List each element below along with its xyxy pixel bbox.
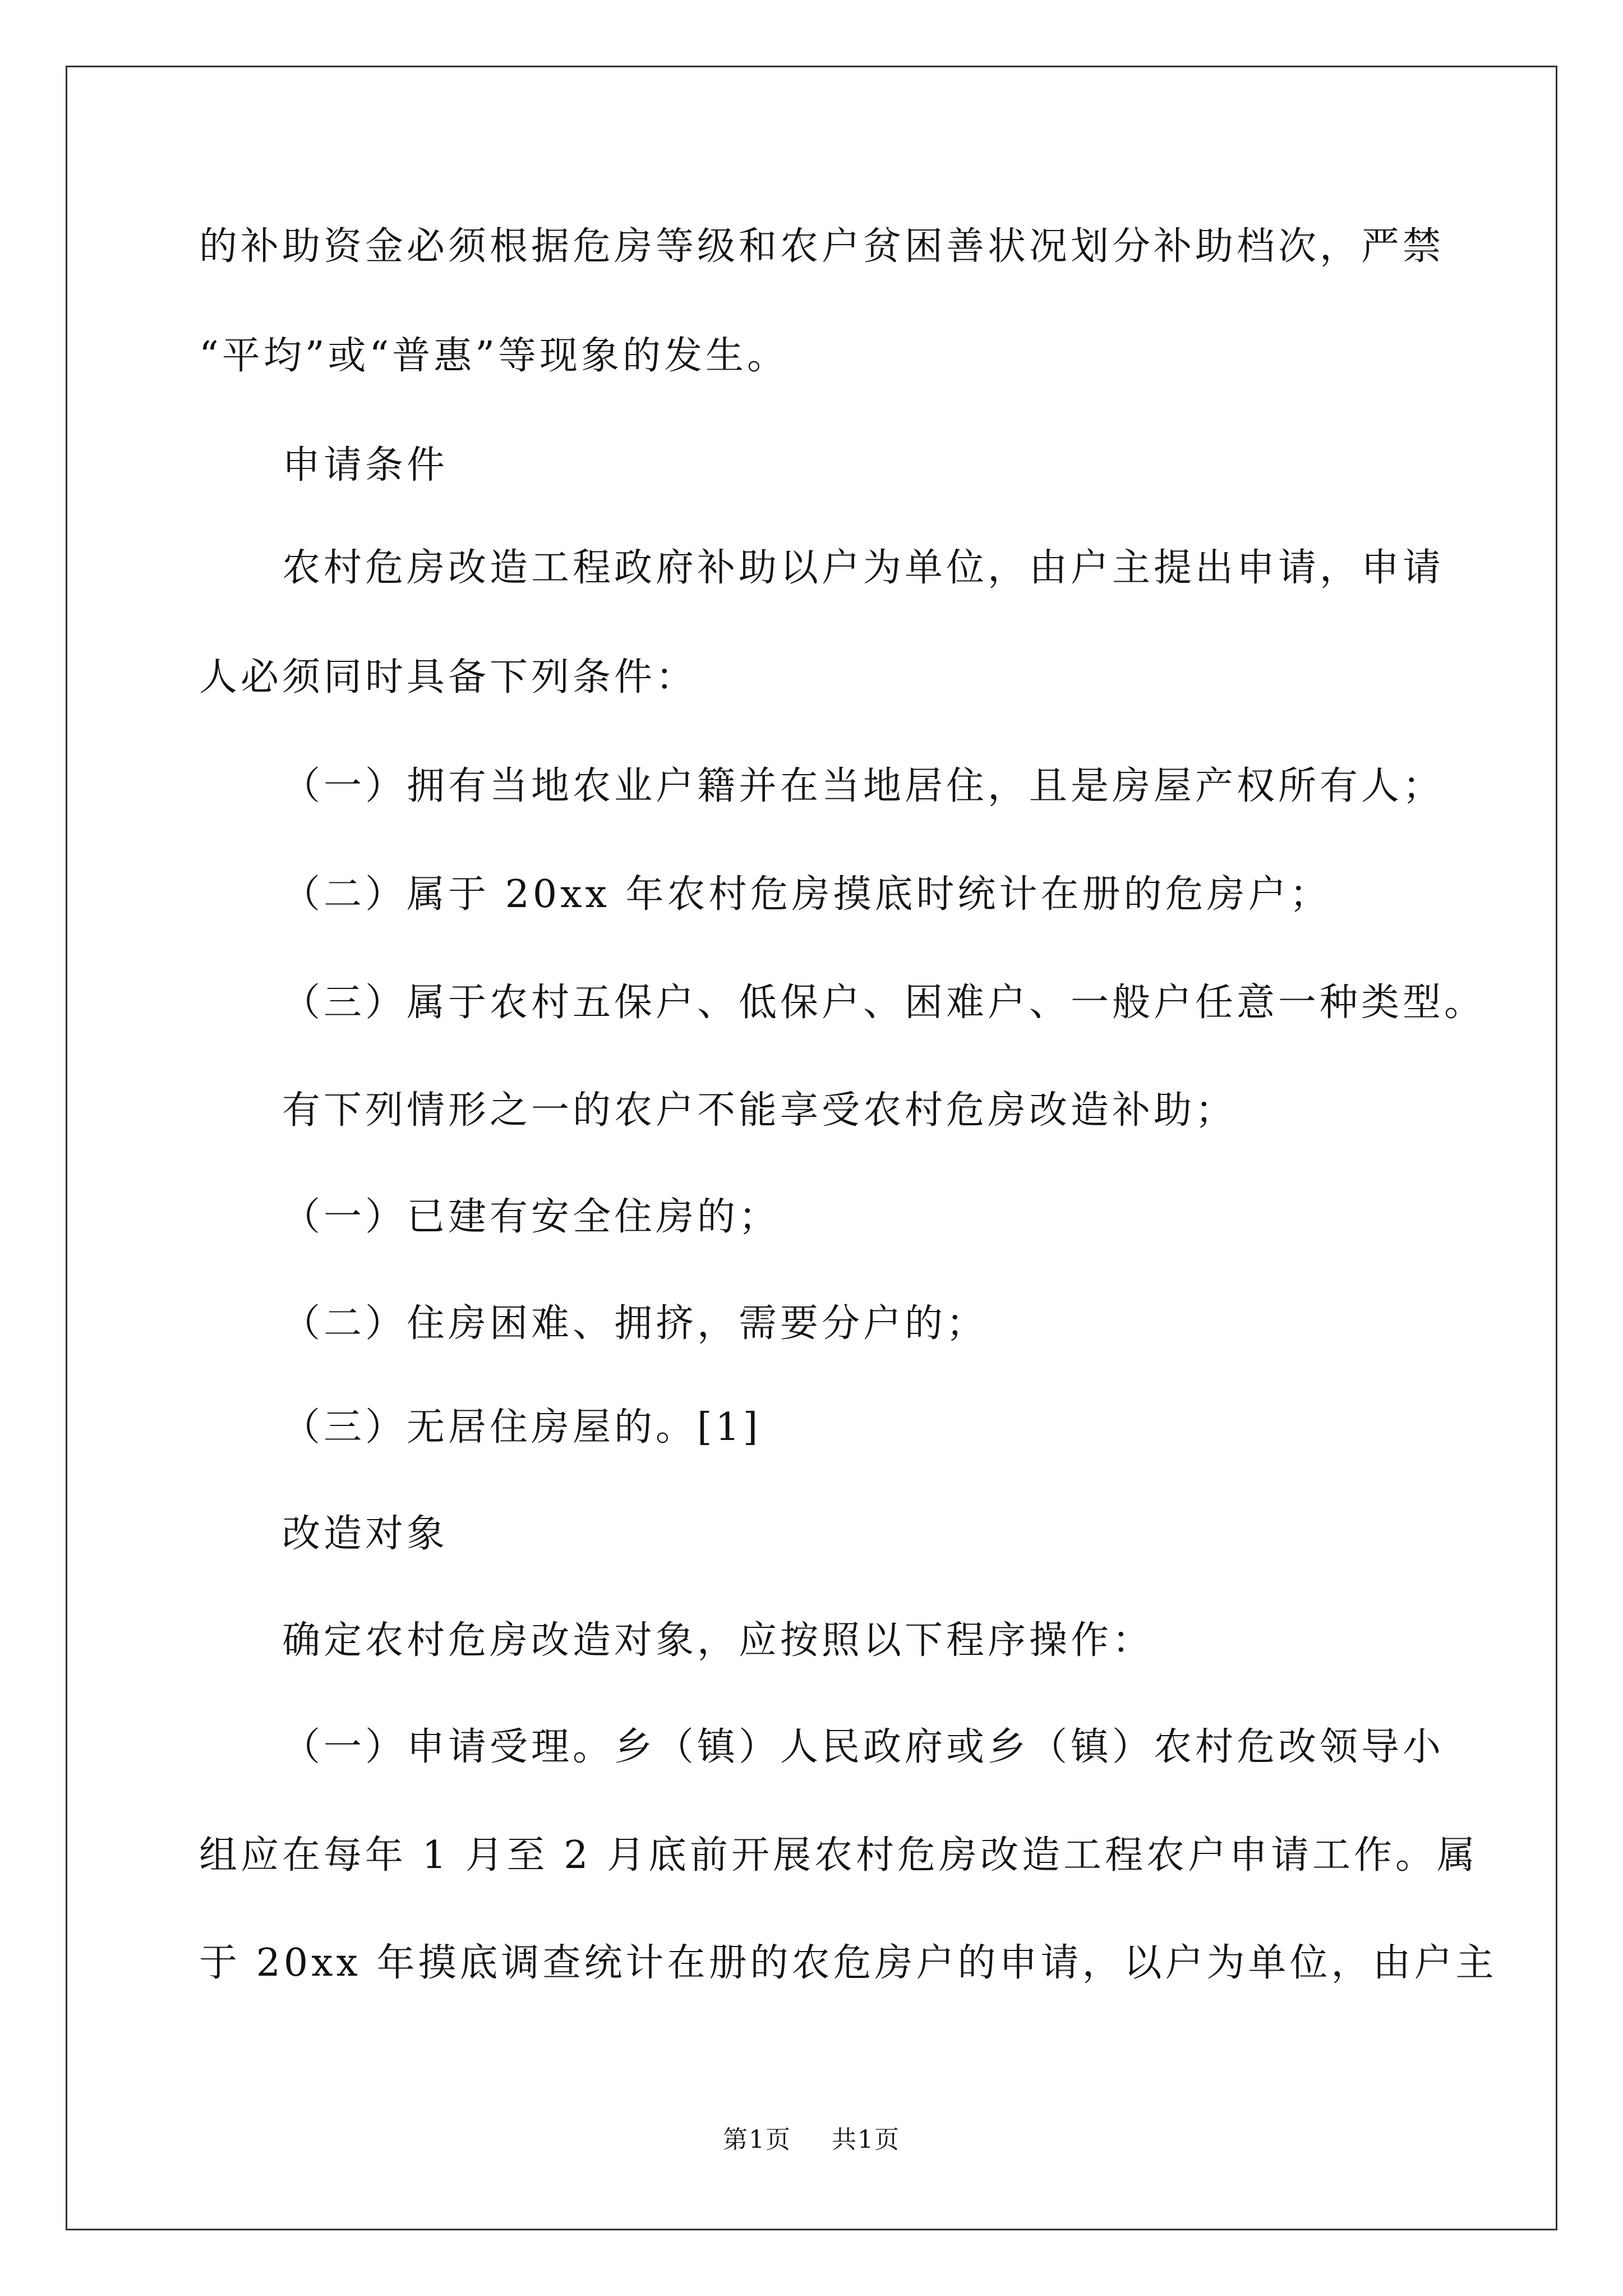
paragraph-line: 的补助资金必须根据危房等级和农户贫困善状况划分补助档次，严禁 [199,224,1445,269]
list-item: （三）无居住房屋的。[1] [282,1405,762,1450]
paragraph-line: 有下列情形之一的农户不能享受农村危房改造补助； [282,1088,1237,1133]
paragraph-line: “平均”或“普惠”等现象的发生。 [199,334,789,378]
page-footer [0,2123,1623,2157]
list-item: （一）已建有安全住房的； [282,1195,781,1239]
paragraph-line: 于 20xx 年摸底调查统计在册的农危房户的申请，以户为单位，由户主 [199,1941,1497,1985]
list-item: （二）住房困难、拥挤，需要分户的； [282,1301,988,1346]
page-border [66,66,1557,2230]
list-item: （三）属于农村五保户、低保户、困难户、一般户任意一种类型。 [282,981,1486,1025]
section-heading: 申请条件 [282,443,449,487]
paragraph-line: 人必须同时具备下列条件： [199,655,698,700]
list-item: （二）属于 20xx 年农村危房摸底时统计在册的危房户； [282,872,1331,917]
page-total: 共1页 [832,2125,900,2154]
paragraph-line: 确定农村危房改造对象，应按照以下程序操作： [282,1618,1154,1663]
list-item: （一）拥有当地农业户籍并在当地居住，且是房屋产权所有人； [282,764,1445,808]
section-heading: 改造对象 [282,1512,449,1556]
paragraph-line: 组应在每年 1 月至 2 月底前开展农村危房改造工程农户申请工作。属 [199,1833,1478,1878]
paragraph-line: 农村危房改造工程政府补助以户为单位，由户主提出申请，申请 [282,546,1445,590]
list-item: （一）申请受理。乡（镇）人民政府或乡（镇）农村危改领导小 [282,1725,1445,1769]
page-number: 第1页 [723,2125,791,2154]
